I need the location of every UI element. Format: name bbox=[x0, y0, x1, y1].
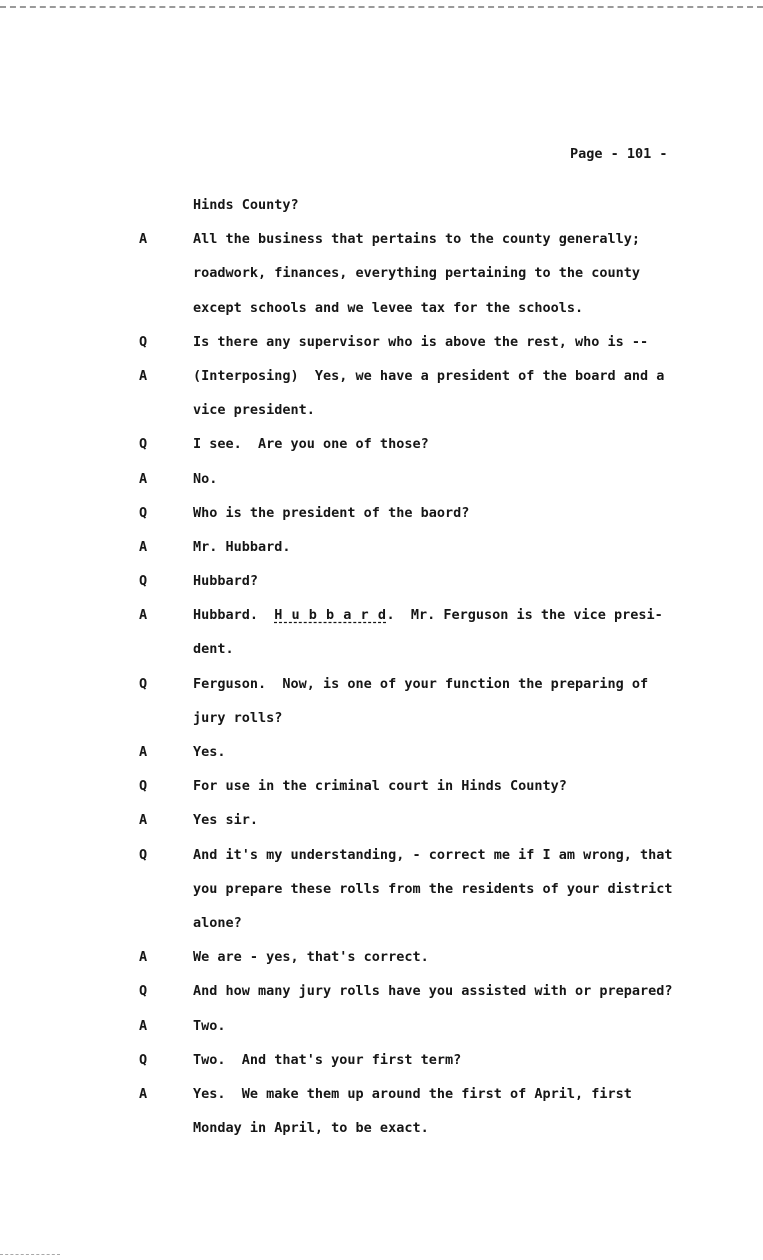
speaker-label: Q bbox=[139, 846, 148, 863]
line-text: dent. bbox=[193, 641, 234, 658]
speaker-label: A bbox=[139, 231, 148, 248]
line-text: Ferguson. Now, is one of your function the preparing of bbox=[193, 675, 649, 692]
line-text: Hubbard? bbox=[193, 573, 259, 590]
line-text: Two. bbox=[193, 1017, 226, 1034]
speaker-label: Q bbox=[139, 675, 148, 692]
line-text: Two. And that's your first term? bbox=[193, 1051, 462, 1068]
line-text: All the business that pertains to the county generally; bbox=[193, 231, 641, 248]
transcript-line bbox=[0, 265, 763, 299]
speaker-label: A bbox=[139, 367, 148, 384]
line-text: Monday in April, to be exact. bbox=[193, 1120, 429, 1137]
speaker-label: Q bbox=[139, 436, 148, 453]
speaker-label: A bbox=[139, 1085, 148, 1102]
line-text: Yes sir. bbox=[193, 812, 259, 829]
line-text: except schools and we levee tax for the schools. bbox=[193, 299, 584, 316]
speaker-label: Q bbox=[139, 573, 148, 590]
transcript-line bbox=[0, 573, 763, 607]
line-text: jury rolls? bbox=[193, 709, 283, 726]
line-text bbox=[193, 607, 663, 623]
transcript-line bbox=[0, 983, 763, 1017]
transcript-line bbox=[0, 505, 763, 539]
line-text: you prepare these rolls from the residents of your district bbox=[193, 880, 673, 897]
transcript-line bbox=[0, 334, 763, 368]
transcript-line bbox=[0, 847, 763, 881]
transcript-line bbox=[0, 778, 763, 812]
transcript-line bbox=[0, 812, 763, 846]
transcript-line bbox=[0, 744, 763, 778]
transcript-line bbox=[0, 368, 763, 402]
transcript-line bbox=[0, 231, 763, 265]
line-text: (Interposing) Yes, we have a president of the board and a bbox=[193, 367, 665, 384]
transcript-line bbox=[0, 710, 763, 744]
transcript-line bbox=[0, 641, 763, 675]
line-text: Yes. We make them up around the first of April, first bbox=[193, 1085, 632, 1102]
line-text: For use in the criminal court in Hinds County? bbox=[193, 778, 567, 795]
line-text: Who is the president of the baord? bbox=[193, 504, 470, 521]
speaker-label: Q bbox=[139, 778, 148, 795]
line-text: I see. Are you one of those? bbox=[193, 436, 429, 453]
transcript-line bbox=[0, 1018, 763, 1052]
speaker-label: A bbox=[139, 744, 148, 760]
line-text-after: . Mr. Ferguson is the vice presi- bbox=[386, 607, 663, 624]
transcript-line bbox=[0, 471, 763, 505]
transcript-line bbox=[0, 1052, 763, 1086]
speaker-label: A bbox=[139, 1017, 148, 1034]
transcript-line bbox=[0, 949, 763, 983]
speaker-label: A bbox=[139, 470, 148, 487]
transcript-line bbox=[0, 197, 763, 231]
speaker-label: A bbox=[139, 607, 148, 624]
speaker-label: Q bbox=[139, 1051, 148, 1068]
speaker-label: A bbox=[139, 538, 148, 555]
speaker-label: A bbox=[139, 812, 148, 829]
transcript-line bbox=[0, 607, 763, 641]
transcript-line bbox=[0, 539, 763, 573]
transcript-body bbox=[0, 197, 763, 1154]
transcript-line bbox=[0, 300, 763, 334]
line-text: No. bbox=[193, 470, 218, 487]
speaker-label: Q bbox=[139, 504, 148, 521]
line-text: Yes. bbox=[193, 744, 226, 760]
page-top-edge bbox=[0, 0, 763, 8]
spelled-name: H u b b a r d bbox=[274, 607, 387, 624]
line-text: vice president. bbox=[193, 402, 315, 419]
page-number: Page - 101 - bbox=[570, 146, 668, 162]
line-text: Hinds County? bbox=[193, 197, 299, 213]
speaker-label: A bbox=[139, 949, 148, 966]
transcript-line bbox=[0, 915, 763, 949]
speaker-label: Q bbox=[139, 333, 148, 350]
page-bottom-mark bbox=[0, 1254, 60, 1257]
line-text: Is there any supervisor who is above the rest, who is -- bbox=[193, 333, 649, 350]
line-text: Mr. Hubbard. bbox=[193, 538, 291, 555]
line-text: And how many jury rolls have you assisted with or prepared? bbox=[193, 983, 673, 1000]
transcript-line bbox=[0, 436, 763, 470]
line-text: We are - yes, that's correct. bbox=[193, 949, 429, 966]
line-text: And it's my understanding, - correct me if I am wrong, that bbox=[193, 846, 673, 863]
transcript-line bbox=[0, 881, 763, 915]
line-text-before: Hubbard. bbox=[193, 607, 275, 624]
line-text: roadwork, finances, everything pertaining to the county bbox=[193, 265, 641, 282]
transcript-line bbox=[0, 402, 763, 436]
transcript-line bbox=[0, 1120, 763, 1154]
transcript-line bbox=[0, 676, 763, 710]
transcript-line bbox=[0, 1086, 763, 1120]
line-text: alone? bbox=[193, 914, 242, 931]
speaker-label: Q bbox=[139, 983, 148, 1000]
